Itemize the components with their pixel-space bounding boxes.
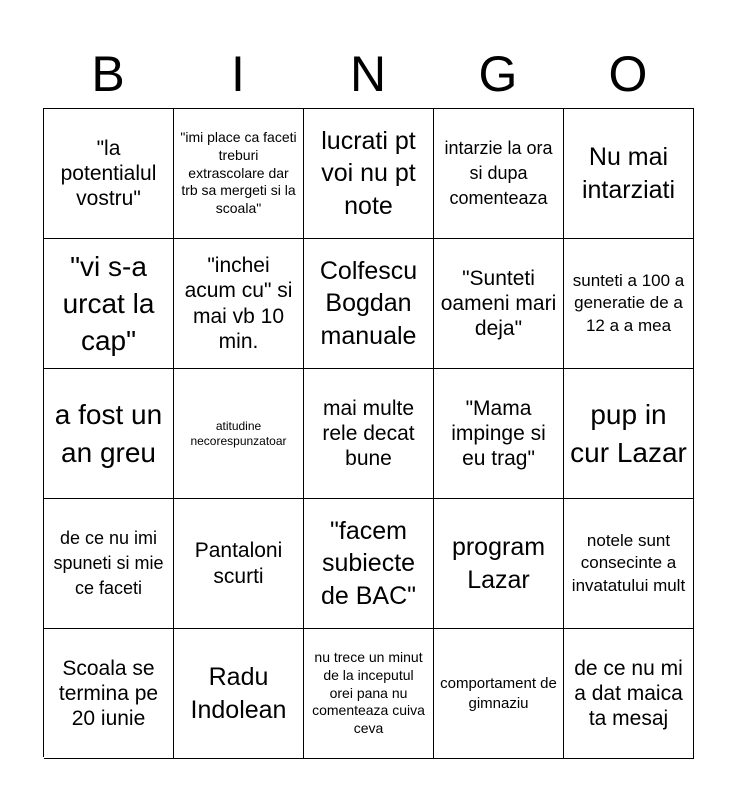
bingo-grid (43, 108, 694, 757)
bingo-cell[interactable] (174, 239, 304, 369)
cell-text: Colfescu Bogdan manuale (319, 256, 418, 350)
bingo-cell[interactable] (564, 239, 694, 369)
cell-text: de ce nu mi a dat maica ta mesaj (574, 656, 683, 731)
header-letter-o: O (608, 46, 648, 102)
cell-text: program Lazar (451, 533, 546, 594)
bingo-cell[interactable] (44, 369, 174, 499)
bingo-cell[interactable] (174, 109, 304, 239)
bingo-cell[interactable] (434, 109, 564, 239)
cell-text: Scoala se termina pe 20 iunie (58, 656, 159, 731)
header-letter-b: B (91, 46, 125, 102)
cell-text: atitudine necorespunzatoar (190, 419, 287, 448)
bingo-cell[interactable] (44, 109, 174, 239)
cell-text: "imi place ca faceti treburi extrascolare dar trb sa mergeti si la scoala" (180, 128, 297, 217)
cell-text: pup in cur Lazar (570, 399, 687, 468)
cell-text: sunteti a 100 a generatie de a 12 a a mea (572, 270, 685, 335)
header-letter-i: I (231, 46, 245, 102)
cell-text: a fost un an greu (54, 399, 163, 468)
bingo-cell[interactable] (564, 499, 694, 629)
bingo-cell[interactable] (564, 109, 694, 239)
bingo-cell[interactable] (44, 239, 174, 369)
bingo-cell[interactable] (174, 629, 304, 759)
bingo-cell[interactable] (434, 629, 564, 759)
cell-text: Pantaloni scurti (194, 539, 283, 588)
cell-text: intarzie la ora si dupa comenteaza (444, 138, 553, 208)
cell-text: "la potentialul vostru" (60, 136, 157, 211)
bingo-cell[interactable] (44, 499, 174, 629)
cell-text: Radu Indolean (190, 663, 287, 724)
bingo-cell[interactable] (304, 369, 434, 499)
bingo-cell[interactable] (304, 109, 434, 239)
cell-text: Nu mai intarziati (581, 143, 676, 204)
cell-text: nu trece un minut de la inceputul orei pana nu comenteaza cuiva ceva (312, 648, 425, 737)
bingo-cell[interactable] (304, 629, 434, 759)
cell-text: comportament de gimnaziu (440, 675, 557, 712)
bingo-cell[interactable] (304, 499, 434, 629)
bingo-cell[interactable] (174, 499, 304, 629)
bingo-cell[interactable] (434, 239, 564, 369)
bingo-cell[interactable] (564, 369, 694, 499)
bingo-cell[interactable] (174, 369, 304, 499)
bingo-cell[interactable] (304, 239, 434, 369)
cell-text: "Sunteti oameni mari deja" (440, 266, 557, 341)
bingo-cell[interactable] (434, 369, 564, 499)
cell-text: "facem subiecte de BAC" (320, 516, 417, 610)
cell-text: "Mama impinge si eu trag" (451, 396, 546, 471)
bingo-cell[interactable] (44, 629, 174, 759)
bingo-header (43, 40, 693, 108)
cell-text: mai multe rele decat bune (322, 396, 415, 471)
cell-text: lucrati pt voi nu pt note (321, 126, 416, 220)
bingo-cell[interactable] (434, 499, 564, 629)
bingo-cell[interactable] (564, 629, 694, 759)
header-letter-n: N (349, 46, 387, 102)
cell-text: "inchei acum cu" si mai vb 10 min. (184, 254, 293, 353)
cell-text: "vi s-a urcat la cap" (62, 250, 155, 357)
cell-text: notele sunt consecinte a invatatului mult (571, 530, 686, 595)
cell-text: de ce nu imi spuneti si mie ce faceti (53, 528, 164, 598)
header-letter-g: G (478, 46, 518, 102)
